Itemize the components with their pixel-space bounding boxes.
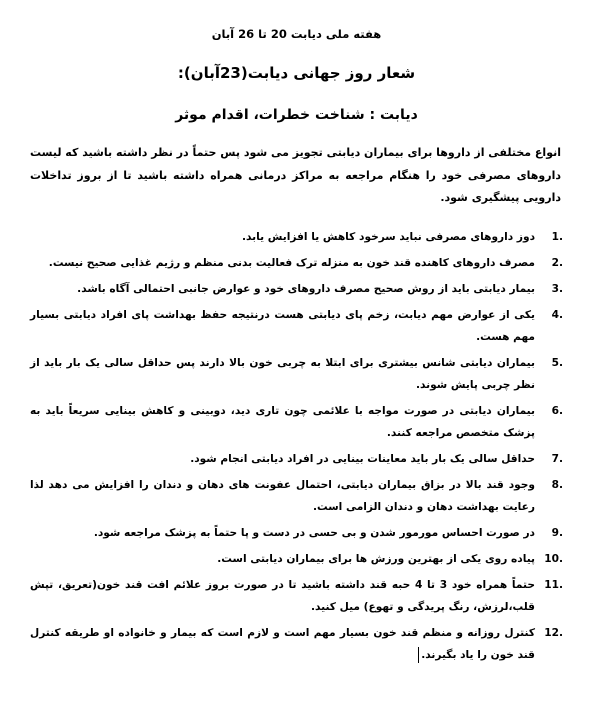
list-item bbox=[30, 304, 563, 348]
list-item-number: 5. bbox=[551, 356, 563, 369]
list-item-text: حداقل سالی یک بار باید معاینات بینایی در افراد دیابتی انجام شود. bbox=[190, 452, 535, 465]
week-title: هفته ملی دیابت 20 تا 26 آبان bbox=[211, 27, 382, 41]
list-item-number: 9. bbox=[551, 526, 563, 539]
list-item bbox=[30, 522, 563, 544]
list-item bbox=[30, 548, 563, 570]
list-item-text: مصرف داروهای کاهنده قند خون به منزله ترک فعالیت بدنی منظم و رژیم غذایی صحیح نیست. bbox=[48, 256, 535, 269]
list-item-text: حتماً همراه خود 3 تا 4 حبه قند داشته باشید تا در صورت بروز علائم افت قند خون(تعریق، تپش قلب،لرزش، رنگ پریدگی و تهوع) میل کنید. bbox=[30, 578, 535, 613]
list-item bbox=[30, 400, 563, 444]
list-item bbox=[30, 448, 563, 470]
advice-list bbox=[30, 226, 563, 666]
list-item-text-content: کنترل روزانه و منظم قند خون بسیار مهم است و لازم است که بیمار و خانواده او طریقه کنترل قند خون را یاد بگیرند. bbox=[30, 626, 535, 661]
list-item bbox=[30, 574, 563, 618]
intro-paragraph: انواع مختلفی از داروها برای بیماران دیابتی تجویز می شود پس حتماً در نظر داشته باشید که لیست داروهای مصرفی خود را هنگام مراجعه به مراکز درمانی همراه داشته باشید تا از بروز تداخلات دارویی پیشگیری شود. bbox=[30, 146, 561, 204]
list-item-number: 6. bbox=[551, 404, 563, 417]
list-item-text: پیاده روی یکی از بهترین ورزش ها برای بیماران دیابتی است. bbox=[217, 552, 535, 565]
text-cursor bbox=[418, 647, 419, 663]
list-item-text: یکی از عوارض مهم دیابت، زخم پای دیابتی هست درنتیجه حفظ بهداشت پای افراد دیابتی بسیار مهم هست. bbox=[30, 308, 535, 343]
list-item-text: وجود قند بالا در بزاق بیماران دیابتی، احتمال عفونت های دهان و دندان را افزایش می دهد لذا رعایت بهداشت دهان و دندان الزامی است. bbox=[30, 478, 535, 513]
list-item-text: بیماران دیابتی در صورت مواجه با علائمی چون تاری دید، دوبینی و کاهش بینایی سریعاً باید به پزشک متخصص مراجعه کنند. bbox=[30, 404, 535, 439]
list-item bbox=[30, 252, 563, 274]
list-item-number: 3. bbox=[551, 282, 563, 295]
list-item-number: 2. bbox=[551, 256, 563, 269]
list-item-text: دوز داروهای مصرفی نباید سرخود کاهش یا افزایش یابد. bbox=[242, 230, 535, 243]
list-item bbox=[30, 278, 563, 300]
list-item-number: 11. bbox=[544, 578, 563, 591]
slogan-subtitle: دیابت : شناخت خطرات، اقدام موثر bbox=[175, 107, 418, 123]
list-item bbox=[30, 226, 563, 248]
list-item-number: 8. bbox=[551, 478, 563, 491]
list-item-number: 4. bbox=[551, 308, 563, 321]
list-item-text: در صورت احساس مورمور شدن و بی حسی در دست و پا حتماً به پزشک مراجعه شود. bbox=[93, 526, 535, 539]
list-item-text[interactable] bbox=[30, 622, 535, 666]
list-item bbox=[30, 352, 563, 396]
list-item-number: 1. bbox=[551, 230, 563, 243]
slogan-title: شعار روز جهانی دیابت(23آبان): bbox=[177, 64, 416, 82]
list-item bbox=[30, 474, 563, 518]
list-item-number: 12. bbox=[544, 626, 563, 639]
list-item-text: بیمار دیابتی باید از روش صحیح مصرف داروهای خود و عوارض جانبی احتمالی آگاه باشد. bbox=[77, 282, 535, 295]
list-item bbox=[30, 622, 563, 666]
list-item-text: بیماران دیابتی شانس بیشتری برای ابتلا به چربی خون بالا دارند پس حداقل سالی یک بار باید از نظر چربی پایش شوند. bbox=[30, 356, 535, 391]
list-item-number: 7. bbox=[551, 452, 563, 465]
list-item-number: 10. bbox=[544, 552, 563, 565]
